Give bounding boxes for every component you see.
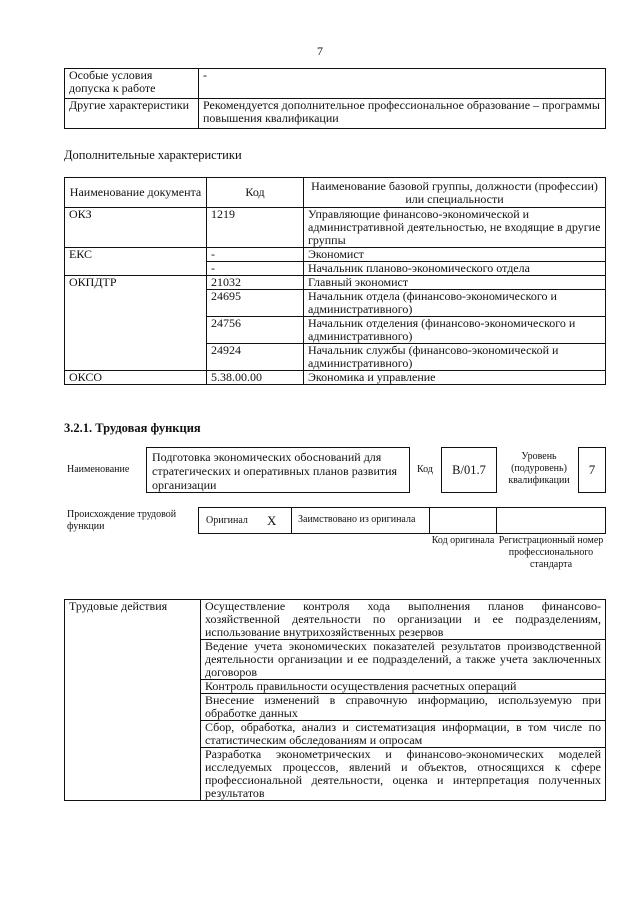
name-cell: Начальник планово-экономического отдела bbox=[304, 262, 606, 276]
doc-eks: ЕКС bbox=[65, 248, 207, 276]
table-row bbox=[65, 69, 606, 99]
origin-label: Происхождение трудовой функции bbox=[67, 509, 177, 532]
header-name: Наименование базовой группы, должности (профессии) или специальности bbox=[304, 178, 606, 208]
code-cell: 5.38.00.00 bbox=[207, 371, 304, 385]
row-value: - bbox=[199, 69, 606, 99]
table-row bbox=[65, 248, 606, 262]
row-label: Другие характеристики bbox=[65, 99, 199, 129]
function-name-label: Наименование bbox=[67, 464, 130, 475]
name-cell: Начальник отдела (финансово-экономического и административного) bbox=[304, 290, 606, 317]
function-heading: 3.2.1. Трудовая функция bbox=[64, 421, 201, 435]
header-document: Наименование документа bbox=[65, 178, 207, 208]
action-item: Сбор, обработка, анализ и систематизация информации, в том числе по статистическим обследованиям и опросам bbox=[201, 721, 606, 748]
actions-table bbox=[64, 599, 606, 801]
name-cell: Главный экономист bbox=[304, 276, 606, 290]
origin-original-cell bbox=[198, 507, 292, 534]
code-cell: 24924 bbox=[207, 344, 304, 371]
level-box bbox=[578, 447, 606, 493]
code-cell: 24695 bbox=[207, 290, 304, 317]
top-table bbox=[64, 68, 606, 129]
function-name-box bbox=[146, 447, 410, 493]
code-cell: - bbox=[207, 262, 304, 276]
code-cell: - bbox=[207, 248, 304, 262]
level-label: Уровень (подуровень) квалификации bbox=[508, 451, 570, 486]
table-row bbox=[65, 276, 606, 290]
origin-code-cell bbox=[429, 507, 497, 534]
code-caption: Код оригинала bbox=[431, 535, 495, 546]
name-cell: Экономика и управление bbox=[304, 371, 606, 385]
table-row bbox=[65, 99, 606, 129]
doc-okso: ОКСО bbox=[65, 371, 207, 385]
function-code-value: B/01.7 bbox=[452, 463, 486, 477]
original-label: Оригинал bbox=[206, 515, 248, 526]
action-item: Осуществление контроля хода выполнения планов финансово-хозяйственной деятельности по организации и ее подразделениям, использование внутрихозяйственных резервов bbox=[201, 600, 606, 640]
row-label: Особые условия допуска к работе bbox=[65, 69, 199, 99]
page-number: 7 bbox=[317, 44, 323, 58]
table-row bbox=[65, 371, 606, 385]
level-value: 7 bbox=[588, 462, 596, 477]
function-code-box bbox=[441, 447, 497, 493]
code-cell: 24756 bbox=[207, 317, 304, 344]
action-item: Внесение изменений в справочную информацию, используемую при обработке данных bbox=[201, 694, 606, 721]
name-cell: Начальник службы (финансово-экономической и административного) bbox=[304, 344, 606, 371]
code-cell: 21032 bbox=[207, 276, 304, 290]
name-cell: Начальник отделения (финансово-экономического и административного) bbox=[304, 317, 606, 344]
table-row bbox=[65, 208, 606, 248]
original-mark: X bbox=[267, 513, 277, 528]
name-cell: Управляющие финансово-экономической и административной деятельностью, не входящие в другие группы bbox=[304, 208, 606, 248]
origin-borrowed-cell bbox=[291, 507, 430, 534]
actions-label: Трудовые действия bbox=[65, 600, 201, 801]
additional-heading: Дополнительные характеристики bbox=[64, 148, 242, 162]
name-cell: Экономист bbox=[304, 248, 606, 262]
header-code: Код bbox=[207, 178, 304, 208]
action-item: Контроль правильности осуществления расчетных операций bbox=[201, 680, 606, 694]
function-code-label: Код bbox=[417, 464, 433, 475]
row-value: Рекомендуется дополнительное профессиональное образование – программы повышения квалификации bbox=[199, 99, 606, 129]
action-item: Разработка эконометрических и финансово-экономических моделей исследуемых процессов, явлений и объектов, относящихся к сфере профессиональной деятельности, оценка и интерпретация полученных результатов bbox=[201, 748, 606, 801]
table-row bbox=[65, 600, 606, 640]
code-cell: 1219 bbox=[207, 208, 304, 248]
action-item: Ведение учета экономических показателей результатов производственной деятельности организации и ее подразделений, а также учета заключенных договоров bbox=[201, 640, 606, 680]
doc-okpdtr: ОКПДТР bbox=[65, 276, 207, 371]
origin-reg-cell bbox=[496, 507, 606, 534]
reg-caption: Регистрационный номер профессионального стандарта bbox=[498, 535, 604, 570]
additional-table bbox=[64, 177, 606, 385]
table-header-row bbox=[65, 178, 606, 208]
function-name-value: Подготовка экономических обоснований для стратегических и оперативных планов развития организации bbox=[152, 450, 398, 492]
borrowed-label: Заимствовано из оригинала bbox=[298, 514, 416, 525]
doc-okz: ОКЗ bbox=[65, 208, 207, 248]
